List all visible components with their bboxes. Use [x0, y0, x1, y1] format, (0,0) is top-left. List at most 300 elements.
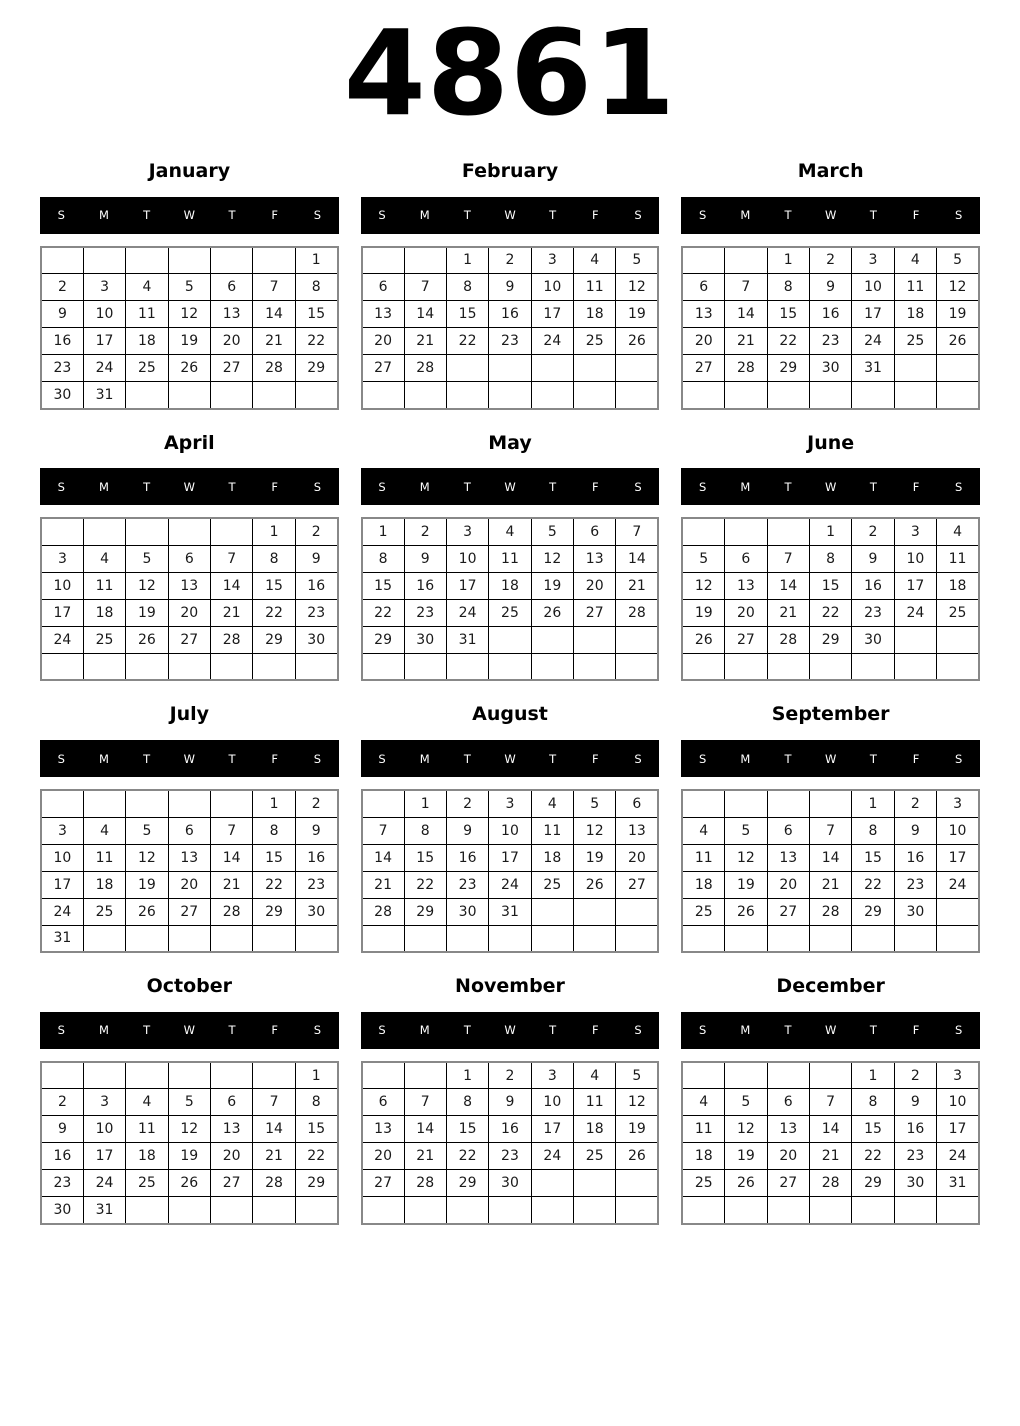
date-cell: 10	[937, 817, 979, 844]
date-cell: 7	[211, 817, 253, 844]
date-cell: 30	[894, 1170, 936, 1197]
date-cell: 27	[168, 626, 210, 653]
month-date-grid	[361, 517, 660, 681]
empty-date-cell	[809, 1062, 851, 1089]
empty-date-cell	[531, 1197, 573, 1224]
date-cell: 11	[531, 817, 573, 844]
date-cell: 14	[809, 844, 851, 871]
empty-date-cell	[126, 653, 168, 680]
date-cell: 11	[682, 844, 724, 871]
date-cell: 8	[809, 545, 851, 572]
weekday-header-cell: S	[699, 751, 707, 766]
year-title: 4861	[343, 4, 677, 142]
date-cell: 26	[168, 1170, 210, 1197]
date-cell: 27	[616, 871, 658, 898]
date-cell: 21	[362, 871, 404, 898]
weekday-header-row	[40, 1012, 339, 1049]
date-cell: 1	[253, 790, 295, 817]
date-cell: 22	[362, 599, 404, 626]
date-cell: 25	[531, 871, 573, 898]
month-title: March	[797, 160, 864, 182]
date-cell: 3	[489, 790, 531, 817]
date-cell: 24	[446, 599, 488, 626]
weekday-header-cell: T	[463, 751, 471, 766]
date-cell: 24	[531, 1143, 573, 1170]
empty-date-cell	[574, 382, 616, 409]
empty-date-cell	[83, 247, 125, 274]
date-cell: 23	[41, 1170, 83, 1197]
empty-date-cell	[767, 925, 809, 952]
empty-date-cell	[168, 653, 210, 680]
month-title: June	[807, 431, 855, 454]
weekday-header-cell: W	[183, 751, 196, 766]
date-cell: 1	[362, 518, 404, 545]
date-cell: 12	[574, 817, 616, 844]
empty-date-cell	[489, 382, 531, 409]
date-cell: 1	[446, 247, 488, 274]
month-title: September	[771, 703, 890, 726]
date-cell: 11	[574, 1089, 616, 1116]
date-cell: 16	[852, 572, 894, 599]
date-cell: 7	[362, 817, 404, 844]
date-cell: 23	[489, 328, 531, 355]
date-cell: 10	[531, 274, 573, 301]
date-cell: 6	[168, 817, 210, 844]
date-cell: 24	[937, 1143, 979, 1170]
weekday-header-cell: W	[504, 479, 516, 494]
date-cell: 3	[531, 247, 573, 274]
date-cell: 9	[489, 274, 531, 301]
date-cell: 23	[446, 871, 488, 898]
date-cell: 28	[253, 1170, 295, 1197]
date-cell: 3	[531, 1062, 573, 1089]
date-cell: 10	[446, 545, 488, 572]
date-cell: 26	[616, 328, 658, 355]
date-cell: 5	[126, 817, 168, 844]
week-row	[682, 1062, 979, 1089]
empty-date-cell	[41, 1062, 83, 1089]
date-cell: 3	[852, 247, 894, 274]
date-cell: 18	[83, 599, 125, 626]
week-row	[362, 653, 659, 680]
date-cell: 7	[616, 518, 658, 545]
empty-date-cell	[894, 626, 936, 653]
date-cell: 19	[168, 1143, 210, 1170]
date-cell: 13	[211, 1116, 253, 1143]
date-cell: 23	[809, 328, 851, 355]
weekday-header-cell: W	[824, 1023, 837, 1038]
date-cell: 15	[446, 301, 488, 328]
date-cell: 1	[809, 518, 851, 545]
weekday-header-cell: T	[463, 1023, 471, 1038]
date-cell: 22	[446, 328, 488, 355]
week-row	[682, 599, 979, 626]
week-row	[41, 1170, 338, 1197]
weekday-header-cell: M	[99, 208, 109, 223]
date-cell: 25	[83, 626, 125, 653]
empty-date-cell	[531, 653, 573, 680]
date-cell: 14	[616, 545, 658, 572]
date-cell: 2	[41, 1089, 83, 1116]
week-row	[362, 1062, 659, 1089]
weekday-header-cell: T	[143, 1023, 151, 1038]
date-cell: 4	[126, 274, 168, 301]
date-cell: 18	[126, 328, 168, 355]
empty-date-cell	[404, 1197, 446, 1224]
empty-date-cell	[574, 355, 616, 382]
empty-date-cell	[362, 1197, 404, 1224]
date-cell: 21	[253, 1143, 295, 1170]
date-cell: 15	[253, 844, 295, 871]
date-cell: 9	[809, 274, 851, 301]
date-cell: 2	[894, 790, 936, 817]
weekday-header-cell: T	[463, 208, 471, 223]
date-cell: 2	[894, 1062, 936, 1089]
empty-date-cell	[725, 247, 767, 274]
week-row	[362, 1116, 659, 1143]
date-cell: 5	[574, 790, 616, 817]
week-row	[362, 844, 659, 871]
date-cell: 12	[168, 301, 210, 328]
empty-date-cell	[211, 247, 253, 274]
empty-date-cell	[725, 1062, 767, 1089]
date-cell: 13	[574, 545, 616, 572]
date-cell: 15	[295, 301, 337, 328]
week-row	[682, 653, 979, 680]
empty-date-cell	[295, 382, 337, 409]
month-date-grid	[681, 789, 980, 953]
date-cell: 3	[894, 518, 936, 545]
weekday-header-cell: M	[740, 479, 751, 494]
date-cell: 22	[295, 328, 337, 355]
empty-date-cell	[616, 382, 658, 409]
date-cell: 31	[83, 1197, 125, 1224]
date-cell: 7	[211, 545, 253, 572]
date-cell: 12	[616, 1089, 658, 1116]
week-row	[41, 790, 338, 817]
date-cell: 14	[211, 572, 253, 599]
empty-date-cell	[894, 355, 936, 382]
date-cell: 8	[253, 817, 295, 844]
month-november	[361, 974, 660, 1225]
empty-date-cell	[809, 790, 851, 817]
week-row	[362, 1089, 659, 1116]
week-row	[682, 1116, 979, 1143]
weekday-header-cell: T	[869, 479, 877, 494]
empty-date-cell	[126, 382, 168, 409]
date-cell: 18	[489, 572, 531, 599]
empty-date-cell	[362, 382, 404, 409]
empty-date-cell	[852, 653, 894, 680]
weekday-header-cell: M	[419, 208, 430, 223]
week-row	[41, 871, 338, 898]
date-cell: 20	[168, 599, 210, 626]
weekday-header-cell: S	[57, 208, 65, 223]
weekday-header-cell: S	[634, 208, 642, 223]
date-cell: 21	[809, 1143, 851, 1170]
date-cell: 20	[725, 599, 767, 626]
week-row	[362, 274, 659, 301]
date-cell: 24	[852, 328, 894, 355]
empty-date-cell	[168, 382, 210, 409]
date-cell: 24	[937, 871, 979, 898]
date-cell: 30	[404, 626, 446, 653]
date-cell: 16	[41, 328, 83, 355]
date-cell: 12	[168, 1116, 210, 1143]
month-december	[681, 974, 980, 1225]
date-cell: 25	[126, 1170, 168, 1197]
date-cell: 9	[295, 817, 337, 844]
date-cell: 16	[489, 301, 531, 328]
date-cell: 4	[531, 790, 573, 817]
week-row	[362, 247, 659, 274]
empty-date-cell	[767, 653, 809, 680]
date-cell: 30	[295, 626, 337, 653]
month-august	[361, 702, 660, 953]
date-cell: 28	[616, 599, 658, 626]
empty-date-cell	[126, 925, 168, 952]
month-date-grid	[681, 246, 980, 410]
date-cell: 26	[616, 1143, 658, 1170]
weekday-header-row	[40, 740, 339, 777]
date-cell: 17	[83, 1143, 125, 1170]
empty-date-cell	[767, 790, 809, 817]
date-cell: 17	[531, 1116, 573, 1143]
empty-date-cell	[168, 247, 210, 274]
month-june	[681, 431, 980, 682]
week-row	[682, 572, 979, 599]
date-cell: 15	[852, 1116, 894, 1143]
date-cell: 17	[41, 599, 83, 626]
date-cell: 8	[767, 274, 809, 301]
weekday-header-row	[681, 740, 980, 777]
weekday-header-cell: W	[183, 208, 196, 223]
empty-date-cell	[767, 1062, 809, 1089]
empty-date-cell	[126, 790, 168, 817]
empty-date-cell	[253, 382, 295, 409]
month-title: July	[169, 703, 210, 726]
week-row	[682, 626, 979, 653]
week-row	[41, 1089, 338, 1116]
date-cell: 14	[253, 1116, 295, 1143]
empty-date-cell	[404, 925, 446, 952]
weekday-header-cell: S	[378, 751, 386, 766]
month-title: February	[461, 160, 559, 182]
date-cell: 28	[404, 355, 446, 382]
month-february	[361, 159, 660, 410]
date-cell: 18	[682, 871, 724, 898]
date-cell: 18	[682, 1143, 724, 1170]
weekday-header-cell: T	[228, 1023, 236, 1038]
empty-date-cell	[211, 518, 253, 545]
date-cell: 22	[809, 599, 851, 626]
date-cell: 9	[404, 545, 446, 572]
empty-date-cell	[211, 653, 253, 680]
date-cell: 20	[574, 572, 616, 599]
date-cell: 10	[83, 1116, 125, 1143]
date-cell: 25	[489, 599, 531, 626]
weekday-header-cell: W	[183, 1023, 196, 1038]
date-cell: 13	[211, 301, 253, 328]
weekday-header-cell: S	[313, 1023, 322, 1038]
date-cell: 9	[894, 1089, 936, 1116]
date-cell: 11	[126, 301, 168, 328]
weekday-header-row	[361, 197, 660, 234]
weekday-header-cell: T	[549, 1023, 557, 1038]
date-cell: 15	[809, 572, 851, 599]
date-cell: 29	[852, 1170, 894, 1197]
date-cell: 1	[446, 1062, 488, 1089]
empty-date-cell	[682, 518, 724, 545]
date-cell: 27	[211, 355, 253, 382]
date-cell: 24	[531, 328, 573, 355]
week-row	[682, 518, 979, 545]
week-row	[41, 572, 338, 599]
date-cell: 13	[362, 1116, 404, 1143]
weekday-header-cell: S	[57, 1023, 65, 1038]
date-cell: 8	[404, 817, 446, 844]
date-cell: 9	[446, 817, 488, 844]
date-cell: 5	[725, 1089, 767, 1116]
date-cell: 4	[682, 1089, 724, 1116]
date-cell: 26	[725, 1170, 767, 1197]
date-cell: 27	[767, 898, 809, 925]
date-cell: 5	[616, 1062, 658, 1089]
empty-date-cell	[725, 653, 767, 680]
empty-date-cell	[362, 247, 404, 274]
date-cell: 24	[83, 1170, 125, 1197]
date-cell: 18	[574, 301, 616, 328]
date-cell: 10	[852, 274, 894, 301]
weekday-header-cell: S	[378, 1023, 386, 1038]
empty-date-cell	[126, 1197, 168, 1224]
date-cell: 17	[894, 572, 936, 599]
date-cell: 8	[295, 274, 337, 301]
date-cell: 1	[295, 247, 337, 274]
date-cell: 17	[489, 844, 531, 871]
date-cell: 6	[362, 1089, 404, 1116]
week-row	[41, 653, 338, 680]
date-cell: 13	[682, 301, 724, 328]
weekday-header-cell: F	[271, 208, 278, 223]
empty-date-cell	[531, 626, 573, 653]
week-row	[682, 301, 979, 328]
empty-date-cell	[937, 382, 979, 409]
date-cell: 25	[574, 1143, 616, 1170]
date-cell: 14	[404, 301, 446, 328]
date-cell: 20	[767, 871, 809, 898]
empty-date-cell	[937, 925, 979, 952]
date-cell: 6	[682, 274, 724, 301]
date-cell: 11	[937, 545, 979, 572]
weekday-header-cell: T	[228, 751, 236, 766]
date-cell: 5	[937, 247, 979, 274]
weekday-header-cell: M	[419, 479, 430, 494]
weekday-header-cell: M	[740, 751, 751, 766]
empty-date-cell	[767, 382, 809, 409]
date-cell: 9	[852, 545, 894, 572]
empty-date-cell	[446, 355, 488, 382]
date-cell: 19	[937, 301, 979, 328]
date-cell: 22	[253, 871, 295, 898]
date-cell: 29	[767, 355, 809, 382]
week-row	[41, 599, 338, 626]
date-cell: 10	[489, 817, 531, 844]
month-march	[681, 159, 980, 410]
week-row	[362, 545, 659, 572]
week-row	[41, 925, 338, 952]
empty-date-cell	[682, 653, 724, 680]
empty-date-cell	[682, 247, 724, 274]
empty-date-cell	[894, 1197, 936, 1224]
weekday-header-cell: W	[504, 208, 516, 223]
empty-date-cell	[126, 518, 168, 545]
weekday-header-cell: W	[504, 1023, 516, 1038]
date-cell: 16	[809, 301, 851, 328]
date-cell: 29	[253, 898, 295, 925]
empty-date-cell	[211, 1062, 253, 1089]
date-cell: 5	[126, 545, 168, 572]
empty-date-cell	[531, 382, 573, 409]
empty-date-cell	[362, 653, 404, 680]
date-cell: 17	[531, 301, 573, 328]
date-cell: 19	[725, 1143, 767, 1170]
empty-date-cell	[682, 1197, 724, 1224]
date-cell: 20	[211, 328, 253, 355]
empty-date-cell	[404, 653, 446, 680]
date-cell: 28	[767, 626, 809, 653]
week-row	[682, 790, 979, 817]
date-cell: 23	[894, 1143, 936, 1170]
empty-date-cell	[83, 653, 125, 680]
date-cell: 19	[126, 871, 168, 898]
weekday-header-cell: T	[143, 751, 151, 766]
empty-date-cell	[168, 1197, 210, 1224]
weekday-header-cell: S	[634, 479, 642, 494]
weekday-header-cell: W	[504, 751, 516, 766]
empty-date-cell	[531, 1170, 573, 1197]
empty-date-cell	[937, 1197, 979, 1224]
date-cell: 7	[809, 1089, 851, 1116]
empty-date-cell	[126, 247, 168, 274]
empty-date-cell	[574, 1170, 616, 1197]
date-cell: 13	[168, 844, 210, 871]
weekday-header-cell: S	[378, 208, 386, 223]
date-cell: 22	[446, 1143, 488, 1170]
date-cell: 11	[894, 274, 936, 301]
month-july	[40, 702, 339, 953]
empty-date-cell	[404, 247, 446, 274]
date-cell: 14	[767, 572, 809, 599]
date-cell: 6	[767, 1089, 809, 1116]
date-cell: 28	[253, 355, 295, 382]
weekday-header-row	[40, 197, 339, 234]
date-cell: 27	[767, 1170, 809, 1197]
weekday-header-cell: F	[912, 479, 920, 494]
empty-date-cell	[446, 925, 488, 952]
date-cell: 2	[852, 518, 894, 545]
week-row	[362, 925, 659, 952]
date-cell: 5	[168, 274, 210, 301]
date-cell: 16	[404, 572, 446, 599]
date-cell: 18	[83, 871, 125, 898]
date-cell: 7	[725, 274, 767, 301]
empty-date-cell	[937, 653, 979, 680]
date-cell: 4	[83, 545, 125, 572]
weekday-header-cell: S	[699, 479, 707, 494]
date-cell: 4	[937, 518, 979, 545]
weekday-header-cell: F	[912, 751, 920, 766]
